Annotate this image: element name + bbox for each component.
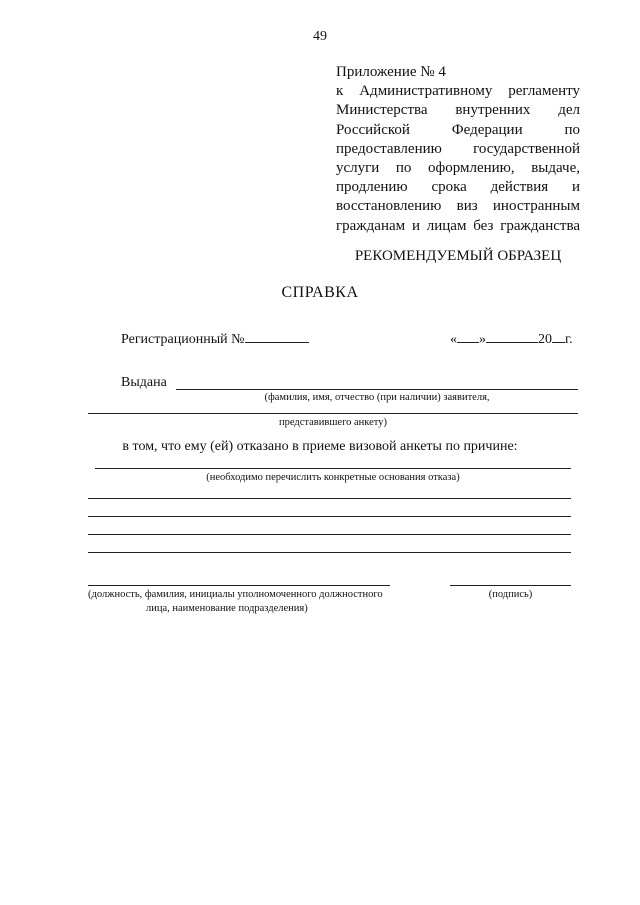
date-open-quote: « — [450, 332, 457, 347]
refusal-reason-line-5[interactable] — [88, 552, 571, 553]
annex-line: продлению срока действия и — [336, 179, 580, 196]
date-year-prefix: 20 — [538, 332, 552, 347]
signature-hint: (подпись) — [488, 589, 533, 600]
annex-line: услуги по оформлению, выдаче, — [336, 160, 580, 177]
signature-line[interactable] — [450, 585, 571, 586]
official-hint-line-2: лица, наименование подразделения) — [146, 603, 308, 614]
date-year-blank[interactable] — [552, 330, 565, 343]
refusal-reasons-hint: (необходимо перечислить конкретные основания отказа) — [206, 472, 460, 483]
annex-line: восстановлению виз иностранным — [336, 198, 580, 215]
date-year-suffix: г. — [565, 332, 573, 347]
date-close-quote: » — [479, 332, 486, 347]
official-hint-line-1: (должность, фамилия, инициалы уполномоченного должностного — [88, 589, 383, 600]
page-number: 49 — [313, 29, 327, 44]
annex-line: к Административному регламенту — [336, 83, 580, 100]
applicant-name-line-2[interactable] — [88, 413, 578, 414]
applicant-name-line[interactable] — [176, 389, 578, 390]
registration-number-blank[interactable] — [245, 330, 309, 343]
refusal-reason-line-3[interactable] — [88, 516, 571, 517]
document-title: СПРАВКА — [281, 284, 359, 301]
annex-line: Министерства внутренних дел — [336, 102, 580, 119]
annex-line: Приложение № 4 — [336, 64, 446, 80]
applicant-name-hint: (фамилия, имя, отчество (при наличии) заявителя, — [264, 392, 490, 403]
date-field — [450, 330, 573, 348]
annex-line: предоставлению государственной — [336, 140, 580, 157]
refusal-reason-line-2[interactable] — [88, 498, 571, 499]
refusal-statement: в том, что ему (ей) отказано в приеме визовой анкеты по причине: — [122, 439, 518, 454]
annex-line: Российской Федерации по — [336, 121, 580, 138]
issued-label: Выдана — [121, 375, 167, 390]
official-name-line[interactable] — [88, 585, 390, 586]
date-day-blank[interactable] — [457, 330, 479, 343]
refusal-reason-line-1[interactable] — [95, 468, 571, 469]
registration-number-field — [121, 330, 309, 348]
annex-line: гражданам и лицам без гражданства — [336, 217, 580, 234]
refusal-reason-line-4[interactable] — [88, 534, 571, 535]
date-month-blank[interactable] — [486, 330, 538, 343]
registration-number-label: Регистрационный № — [121, 332, 245, 347]
annex-header — [336, 63, 580, 236]
applicant-cont-hint: представившего анкету) — [279, 417, 387, 428]
recommended-sample-label: РЕКОМЕНДУЕМЫЙ ОБРАЗЕЦ — [354, 248, 562, 264]
